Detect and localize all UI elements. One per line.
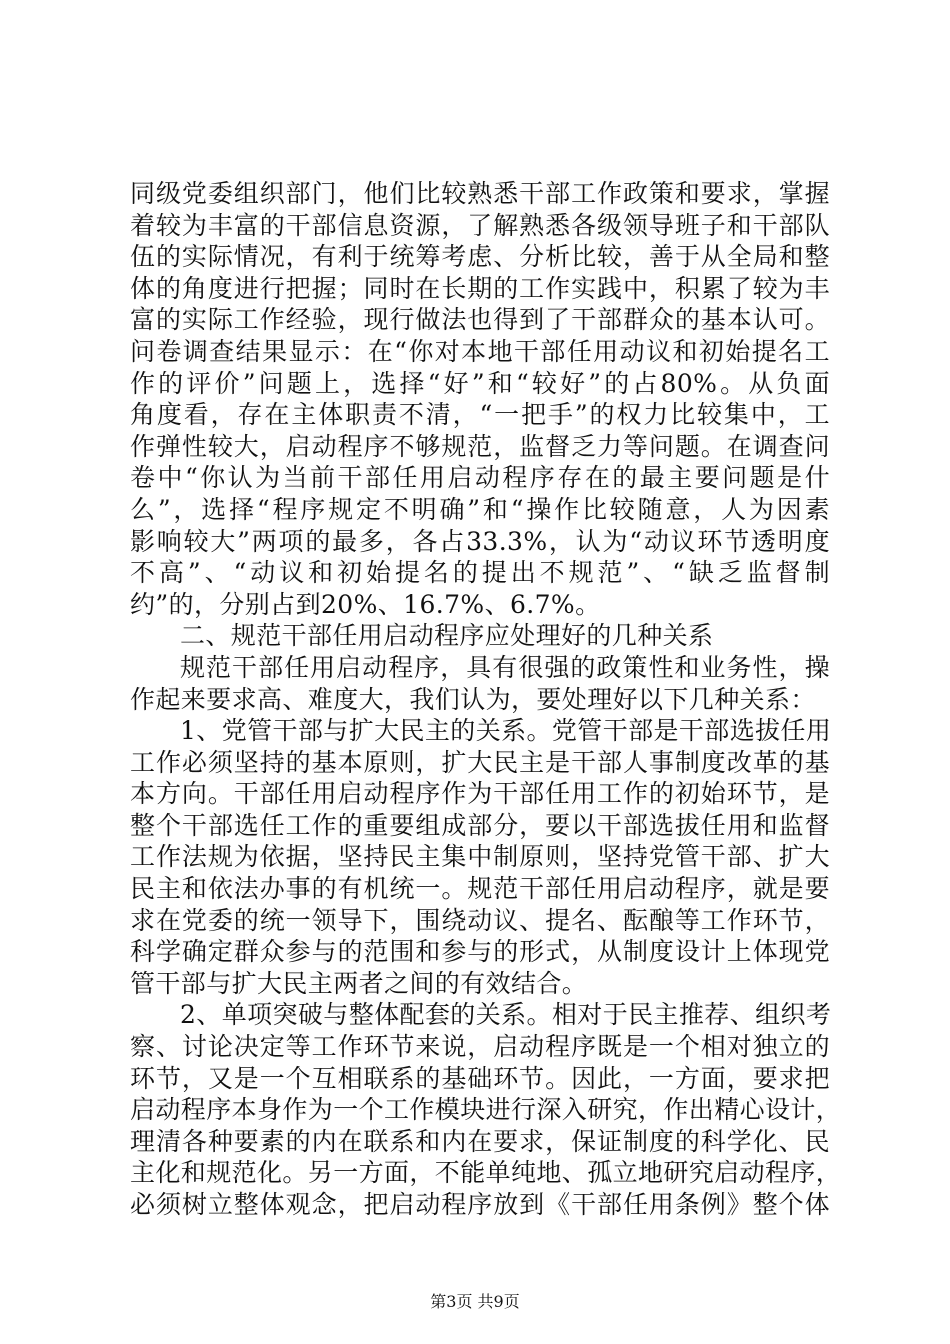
text-line: 伍的实际情况，有利于统筹考虑、分析比较，善于从全局和整 [130,242,830,272]
section-heading: 二、规范干部任用启动程序应处理好的几种关系 [180,621,714,651]
text-line: 民主和依法办事的有机统一。规范干部任用启动程序，就是要 [130,874,830,904]
text-line: 规范干部任用启动程序，具有很强的政策性和业务性，操 [180,652,830,682]
text-line: 作弹性较大，启动程序不够规范，监督乏力等问题。在调查问 [130,431,830,461]
text-line: 1、党管干部与扩大民主的关系。党管干部是干部选拔任用 [180,716,832,746]
text-line: 角度看，存在主体职责不清，“一把手”的权力比较集中，工 [130,400,830,430]
text-line: 同级党委组织部门，他们比较熟悉干部工作政策和要求，掌握 [130,179,830,208]
document-body [130,178,842,1221]
text-line: 主化和规范化。另一方面，不能单纯地、孤立地研究启动程序， [130,1158,842,1188]
text-line: 必须树立整体观念，把启动程序放到《干部任用条例》整个体 [130,1190,830,1219]
text-line: 富的实际工作经验，现行做法也得到了干部群众的基本认可。 [130,305,830,335]
text-line: 不高”、“动议和初始提名的提出不规范”、“缺乏监督制 [130,558,830,588]
text-line: 问卷调查结果显示：在“你对本地干部任用动议和初始提名工 [130,336,830,366]
text-line: 么”，选择“程序规定不明确”和“操作比较随意，人为因素 [130,494,830,524]
text-line: 作起来要求高、难度大，我们认为，要处理好以下几种关系： [130,684,816,714]
text-line: 卷中“你认为当前干部任用启动程序存在的最主要问题是什 [130,463,830,493]
text-line: 求在党委的统一领导下，围绕动议、提名、酝酿等工作环节， [130,905,830,935]
text-line: 察、讨论决定等工作环节来说，启动程序既是一个相对独立的 [130,1032,830,1062]
text-line: 整个干部选任工作的重要组成部分，要以干部选拔任用和监督 [130,810,830,840]
text-line: 影响较大”两项的最多，各占33.3%，认为“动议环节透明度 [130,526,830,556]
text-line: 环节，又是一个互相联系的基础环节。因此，一方面，要求把 [130,1063,830,1093]
text-line: 启动程序本身作为一个工作模块进行深入研究，作出精心设计， [130,1095,842,1125]
text-line: 本方向。干部任用启动程序作为干部任用工作的初始环节，是 [130,779,830,809]
page-footer: 第3页 共9页 [430,1292,520,1311]
text-line: 着较为丰富的干部信息资源，了解熟悉各级领导班子和干部队 [130,210,830,240]
text-line: 工作必须坚持的基本原则，扩大民主是干部人事制度改革的基 [130,747,830,777]
text-line: 管干部与扩大民主两者之间的有效结合。 [130,968,588,998]
text-line: 理清各种要素的内在联系和内在要求，保证制度的科学化、民 [130,1126,830,1156]
text-line: 科学确定群众参与的范围和参与的形式，从制度设计上体现党 [130,937,830,967]
text-line: 体的角度进行把握；同时在长期的工作实践中，积累了较为丰 [130,273,830,303]
text-line: 工作法规为依据，坚持民主集中制原则，坚持党管干部、扩大 [130,842,830,872]
text-line: 约”的，分别占到20%、16.7%、6.7%。 [130,589,601,619]
text-line: 作的评价”问题上，选择“好”和“较好”的占80%。从负面 [130,368,830,398]
text-line: 2、单项突破与整体配套的关系。相对于民主推荐、组织考 [180,1000,832,1030]
